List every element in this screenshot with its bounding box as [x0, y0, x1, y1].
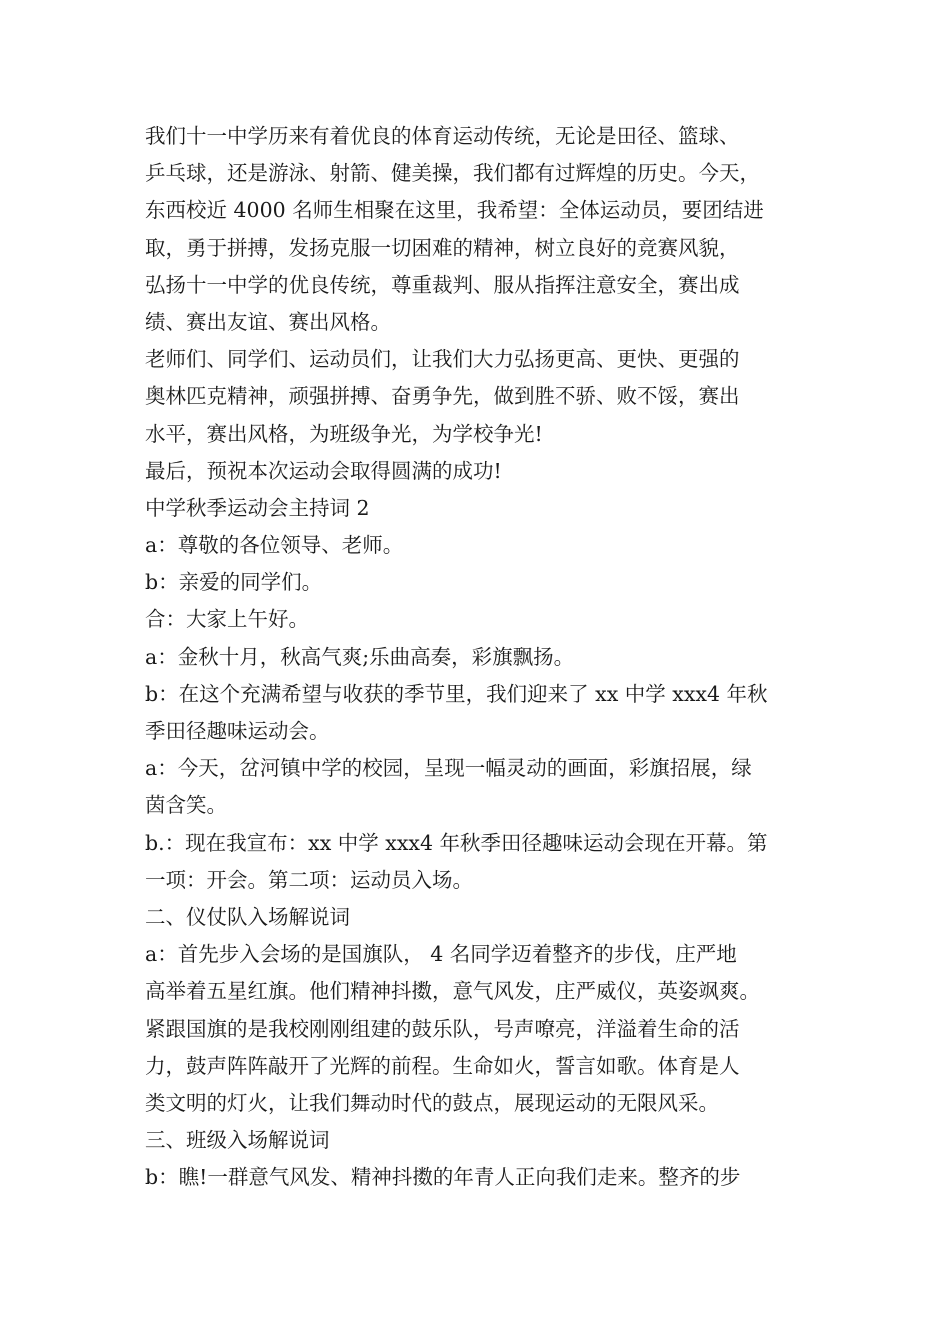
- text-line: 中学秋季运动会主持词 2: [145, 495, 370, 520]
- paragraph: [145, 564, 815, 601]
- text-line: 三、班级入场解说词: [145, 1128, 330, 1153]
- text-line: 二、仪仗队入场解说词: [145, 904, 350, 929]
- paragraph: [145, 750, 815, 824]
- text-line: 茵含笑。: [145, 793, 227, 818]
- paragraph: [145, 118, 815, 341]
- text-line: 弘扬十一中学的优良传统，尊重裁判、服从指挥注意安全，赛出成: [145, 272, 740, 297]
- text-line: 东西校近 4000 名师生相聚在这里，我希望：全体运动员，要团结进: [145, 198, 764, 223]
- text-line: 最后，预祝本次运动会取得圆满的成功!: [145, 458, 502, 483]
- text-line: b：瞧!一群意气风发、精神抖擞的年青人正向我们走来。整齐的步: [145, 1165, 741, 1190]
- paragraph: [145, 1159, 815, 1196]
- text-line: 老师们、同学们、运动员们，让我们大力弘扬更高、更快、更强的: [145, 347, 740, 372]
- text-line: 类文明的灯火，让我们舞动时代的鼓点，展现运动的无限风采。: [145, 1090, 719, 1115]
- text-line: b：在这个充满希望与收获的季节里，我们迎来了 xx 中学 xxx4 年秋: [145, 681, 768, 706]
- paragraph: [145, 341, 815, 453]
- text-line: a：首先步入会场的是国旗队， 4 名同学迈着整齐的步伐，庄严地: [145, 942, 737, 967]
- text-line: a：尊敬的各位领导、老师。: [145, 533, 404, 558]
- text-line: 水平，赛出风格，为班级争光，为学校争光!: [145, 421, 543, 446]
- text-line: 绩、赛出友谊、赛出风格。: [145, 309, 391, 334]
- paragraph: [145, 601, 815, 638]
- text-line: 取，勇于拼搏，发扬克服一切困难的精神，树立良好的竞赛风貌，: [145, 235, 740, 260]
- paragraph: [145, 676, 815, 750]
- text-line: 季田径趣味运动会。: [145, 719, 330, 743]
- document-body: [145, 118, 815, 1196]
- text-line: 我们十一中学历来有着优良的体育运动传统，无论是田径、篮球、: [145, 124, 740, 148]
- paragraph: [145, 899, 815, 936]
- text-line: 奥林匹克精神，顽强拼搏、奋勇争先，做到胜不骄、败不馁，赛出: [145, 384, 740, 409]
- text-line: 紧跟国旗的是我校刚刚组建的鼓乐队，号声嘹亮，洋溢着生命的活: [145, 1016, 740, 1041]
- text-line: b.：现在我宣布：xx 中学 xxx4 年秋季田径趣味运动会现在开幕。第: [145, 830, 768, 855]
- text-line: 高举着五星红旗。他们精神抖擞，意气风发，庄严威仪，英姿飒爽。: [145, 979, 760, 1004]
- paragraph: [145, 825, 815, 899]
- paragraph: [145, 639, 815, 676]
- text-line: 合：大家上午好。: [145, 607, 309, 632]
- text-line: 一项：开会。第二项：运动员入场。: [145, 867, 473, 892]
- paragraph: [145, 936, 815, 1122]
- paragraph: [145, 453, 815, 490]
- paragraph: [145, 1122, 815, 1159]
- text-line: 力，鼓声阵阵敲开了光辉的前程。生命如火，誓言如歌。体育是人: [145, 1053, 740, 1078]
- text-line: b：亲爱的同学们。: [145, 570, 323, 595]
- text-line: a：今天，岔河镇中学的校园，呈现一幅灵动的画面，彩旗招展，绿: [145, 756, 752, 781]
- paragraph: [145, 490, 815, 527]
- text-line: a：金秋十月，秋高气爽;乐曲高奏，彩旗飘扬。: [145, 644, 575, 669]
- paragraph: [145, 527, 815, 564]
- text-line: 乒乓球，还是游泳、射箭、健美操，我们都有过辉煌的历史。今天，: [145, 161, 760, 186]
